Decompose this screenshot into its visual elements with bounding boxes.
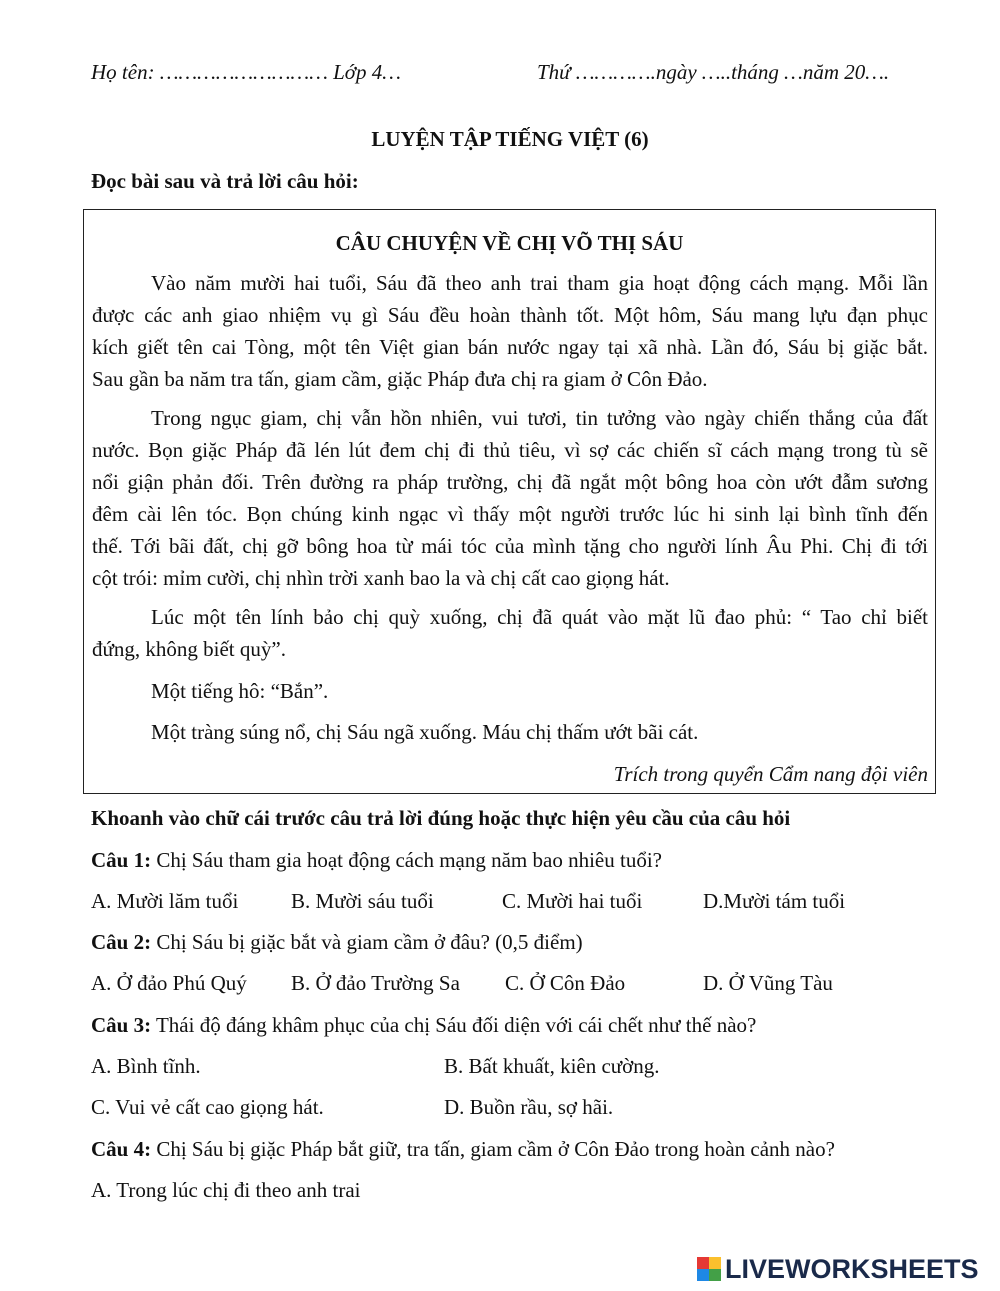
q3-option-d[interactable]: D. Buồn rầu, sợ hãi. <box>444 1095 614 1119</box>
passage-line: đứng, không biết quỳ”. <box>92 637 286 661</box>
question-label: Câu 1: <box>91 848 152 872</box>
reading-instruction: Đọc bài sau và trả lời câu hỏi: <box>91 169 359 193</box>
q2-option-b[interactable]: B. Ở đảo Trường Sa <box>291 971 460 995</box>
passage-line: thế. Tới bãi đất, chị gỡ bông hoa từ mái tóc của mình tặng cho người lính Âu Phi. Chị đi tới <box>92 534 928 558</box>
question-text: Thái độ đáng khâm phục của chị Sáu đối diện với cái chết như thế nào? <box>151 1013 757 1037</box>
passage-line: Sau gần ba năm tra tấn, giam cầm, giặc Pháp đưa chị ra giam ở Côn Đảo. <box>92 367 708 391</box>
passage-line: Một tiếng hô: “Bắn”. <box>151 679 329 703</box>
liveworksheets-logo <box>697 1254 979 1284</box>
q1-option-c[interactable]: C. Mười hai tuổi <box>502 889 643 913</box>
question-text: Chị Sáu tham gia hoạt động cách mạng năm bao nhiêu tuổi? <box>151 848 662 872</box>
passage-source: Trích trong quyển Cẩm nang đội viên <box>613 762 928 786</box>
q1-option-d[interactable]: D.Mười tám tuổi <box>703 889 846 913</box>
question-label: Câu 2: <box>91 930 152 954</box>
passage-title: CÂU CHUYỆN VỀ CHỊ VÕ THỊ SÁU <box>335 231 684 255</box>
question-1 <box>91 847 662 873</box>
question-text: Chị Sáu bị giặc bắt và giam cầm ở đâu? (0,5 điểm) <box>151 930 583 954</box>
q2-option-d[interactable]: D. Ở Vũng Tàu <box>703 971 833 995</box>
question-label: Câu 4: <box>91 1137 152 1161</box>
question-3 <box>91 1012 756 1038</box>
question-4 <box>91 1136 835 1162</box>
q3-option-c[interactable]: C. Vui vẻ cất cao giọng hát. <box>91 1095 324 1119</box>
name-class-field: Họ tên: ……………………… Lớp 4… <box>91 60 401 84</box>
passage-line: kích giết tên cai Tòng, một tên Việt gian bán nước ngay tại xã nhà. Lần đó, Sáu bị giặc bắt. <box>92 335 928 359</box>
q1-option-b[interactable]: B. Mười sáu tuổi <box>291 889 434 913</box>
q3-option-a[interactable]: A. Bình tĩnh. <box>91 1054 201 1078</box>
passage-line: đêm cài lên tóc. Bọn chúng kinh ngạc vì thấy một người trước lúc hi sinh lại bình tĩnh đến <box>92 502 928 526</box>
date-field: Thứ ………….ngày …..tháng …năm 20…. <box>537 60 890 84</box>
question-2 <box>91 929 583 955</box>
task-instruction: Khoanh vào chữ cái trước câu trả lời đúng hoặc thực hiện yêu cầu của câu hỏi <box>91 806 791 830</box>
passage-line: Lúc một tên lính bảo chị quỳ xuống, chị đã quát vào mặt lũ đao phủ: “ Tao chỉ biết <box>151 605 928 629</box>
passage-line: Một tràng súng nổ, chị Sáu ngã xuống. Máu chị thấm ướt bãi cát. <box>151 720 699 744</box>
passage-line: Trong ngục giam, chị vẫn hồn nhiên, vui tươi, tin tưởng vào ngày chiến thắng của đất <box>151 406 928 430</box>
liveworksheets-wordmark: LIVEWORKSHEETS <box>725 1253 979 1284</box>
passage-line: cột trói: mỉm cười, chị nhìn trời xanh bao la và chị cất cao giọng hát. <box>92 566 670 590</box>
passage-line: Vào năm mười hai tuổi, Sáu đã theo anh trai tham gia hoạt động cách mạng. Mỗi lần <box>151 271 928 295</box>
liveworksheets-logo-icon <box>697 1257 721 1281</box>
q2-option-a[interactable]: A. Ở đảo Phú Quý <box>91 971 247 995</box>
q2-option-c[interactable]: C. Ở Côn Đảo <box>505 971 626 995</box>
q4-option-a[interactable]: A. Trong lúc chị đi theo anh trai <box>91 1178 361 1202</box>
q1-option-a[interactable]: A. Mười lăm tuổi <box>91 889 239 913</box>
q3-option-b[interactable]: B. Bất khuất, kiên cường. <box>444 1054 660 1078</box>
question-text: Chị Sáu bị giặc Pháp bắt giữ, tra tấn, giam cầm ở Côn Đảo trong hoàn cảnh nào? <box>151 1137 835 1161</box>
question-label: Câu 3: <box>91 1013 152 1037</box>
passage-line: nước. Bọn giặc Pháp đã lén lút đem chị đi thủ tiêu, vì sợ các chiến sĩ cách mạng trong tù sẽ <box>92 438 928 462</box>
worksheet-title: LUYỆN TẬP TIẾNG VIỆT (6) <box>371 127 649 151</box>
passage-line: được các anh giao nhiệm vụ gì Sáu đều hoàn thành tốt. Một hôm, Sáu mang lựu đạn phục <box>92 303 928 327</box>
passage-line: nổi giận phản đối. Trên đường ra pháp trường, chị đã ngắt một bông hoa còn ướt đẫm sương <box>92 470 928 494</box>
